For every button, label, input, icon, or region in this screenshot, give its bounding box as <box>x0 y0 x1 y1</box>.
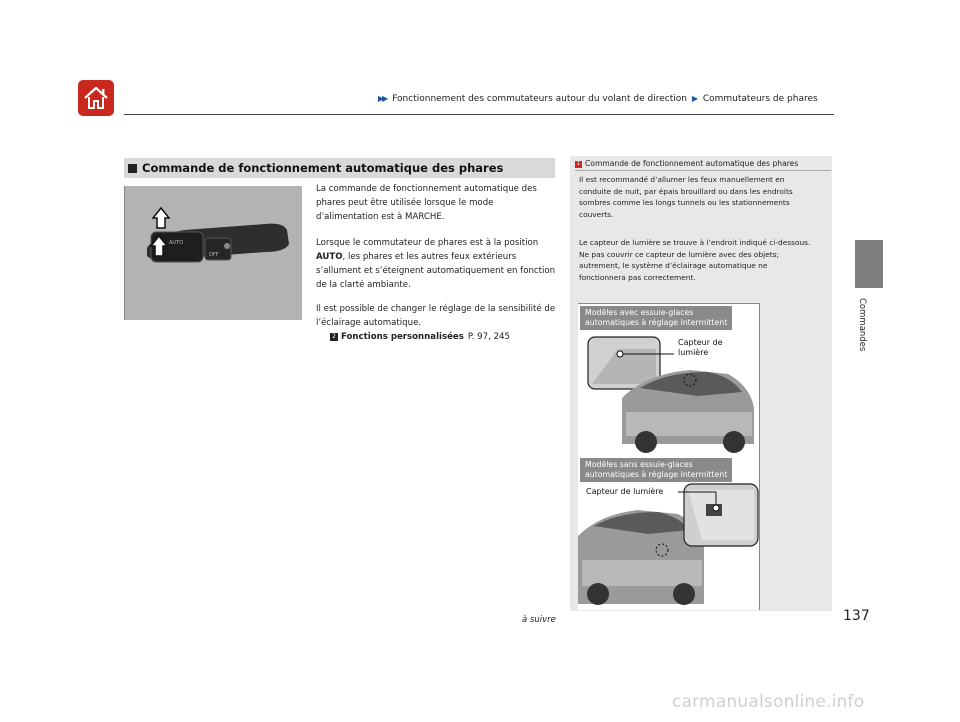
model-label-without-auto-wipers: Modèles sans essuie-glaces automatiques à réglage intermittent <box>580 458 732 482</box>
reference-arrow-icon: 2 <box>330 333 338 341</box>
home-icon <box>82 84 110 112</box>
light-sensor-illustration <box>578 303 760 610</box>
breadcrumb-separator-icon: ▶ <box>691 94 698 103</box>
breadcrumb-item-steering-switches[interactable]: Fonctionnement des commutateurs autour du volant de direction <box>392 94 687 104</box>
home-button[interactable] <box>78 80 114 116</box>
cross-reference-link[interactable]: 2 Fonctions personnalisées P. 97, 245 <box>316 330 556 344</box>
header-divider <box>124 114 834 115</box>
section-title: Commande de fonctionnement automatique des phares <box>142 161 504 175</box>
breadcrumb-arrow-icon: ▶▶ <box>378 94 387 103</box>
chapter-tab[interactable] <box>855 240 883 288</box>
watermark: carmanualsonline.info <box>672 692 865 712</box>
paragraph-sensitivity: Il est possible de changer le réglage de la sensibilité de l’éclairage automatique. 2 Fonctions personnalisées P. 97, 245 <box>316 304 556 342</box>
note-marker-icon: 1 <box>576 160 581 167</box>
auto-label: AUTO <box>316 252 343 262</box>
svg-text:OFF: OFF <box>209 252 219 258</box>
continued-label: à suivre <box>522 615 556 625</box>
light-sensor-callout-2: Capteur de lumière <box>586 487 664 496</box>
model-label-with-auto-wipers: Modèles avec essuie-glaces automatiques à réglage intermittent <box>580 306 732 330</box>
headlight-lever-illustration <box>124 186 302 320</box>
page-number: 137 <box>843 608 870 624</box>
svg-text:AUTO: AUTO <box>169 240 184 246</box>
light-sensor-callout-1: Capteur de lumière <box>678 338 723 357</box>
arrow-icon <box>153 208 169 228</box>
section-heading <box>124 158 555 178</box>
side-note-divider <box>575 170 831 171</box>
note-sensor-location: Le capteur de lumière se trouve à l’endroit indiqué ci-dessous. Ne pas couvrir ce capteur de lumière avec des objets; autrement, le système d’éclairage automatique ne fonctionnera pas correctement. <box>579 238 811 282</box>
breadcrumb <box>378 94 818 104</box>
breadcrumb-item-headlight-switches[interactable]: Commutateurs de phares <box>702 94 818 104</box>
side-note-heading: 1 Commande de fonctionnement automatique des phares <box>576 159 799 168</box>
paragraph-auto: Lorsque le commutateur de phares est à la position AUTO, les phares et les autres feux extérieurs s’allument et s’éteignent automatiquement en fonction de la clarté ambiante. <box>316 238 556 290</box>
section-square-icon <box>128 164 137 173</box>
paragraph-intro: La commande de fonctionnement automatique des phares peut être utilisée lorsque le mode d’alimentation est à MARCHE. <box>316 184 537 222</box>
chapter-tab-label: Commandes <box>857 298 867 352</box>
note-recommendation: Il est recommandé d’allumer les feux manuellement en conduite de nuit, par épais brouillard ou dans les endroits sombres comme les longs tunnels ou les stationnements couverts. <box>579 175 793 219</box>
